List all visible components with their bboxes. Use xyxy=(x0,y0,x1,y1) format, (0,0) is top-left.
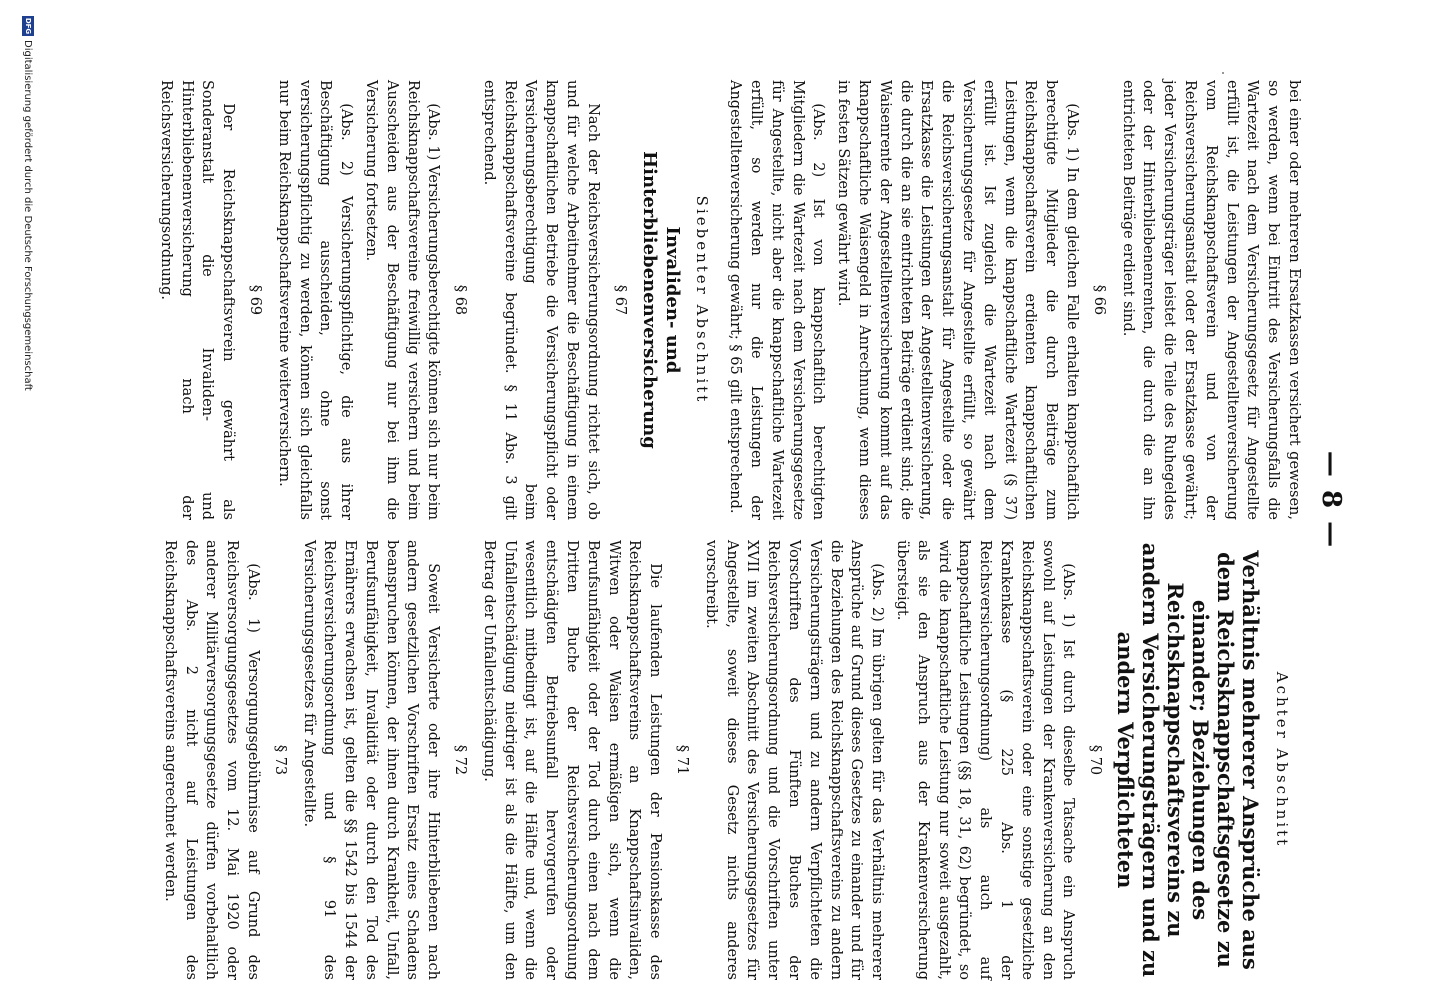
paragraph: Nach der Reichsversicherungsordnung richtet sich, ob und für welche Arbeitnehmer die Beschäftigung in einem knappschaftlichen Betriebe die Versicherungspflicht oder Versicherungsberechtigung beim Reichsknappschaftsvereine begründet. § 11 Abs. 3 gilt entsprechend. xyxy=(480,80,601,520)
scan-speck xyxy=(1222,72,1224,74)
section-number: § 71 xyxy=(674,744,691,776)
paragraph: Soweit Versicherte oder ihre Hinterbliebenen nach andern gesetzlichen Vorschriften Ersatz eines Schadens beanspruchen können, der ihnen durch Krankheit, Unfall, Berufsunfähigkeit, Invalidität oder durch den Tod des Ernährers erwachsen ist, gelten die §§ 1542 bis 1544 der Reichsversicherungsordnung und § 91 des Versicherungsgesetzes für Angestellte. xyxy=(300,540,442,980)
section-number: § 70 xyxy=(1087,744,1104,776)
paragraph: bei einer oder mehreren Ersatzkassen versichert gewesen, so werden, wenn bei Eintritt des Versicherungsfalls die Wartezeit nach dem Versicherungsgesetz für Angestellte erfüllt ist, die Leistungen der Angestelltenversicherung vom Reichsknappschaftsverein und von der Reichsversicherungsanstalt oder der Ersatzkasse gewährt; jeder Versicherungsträger leistet die Teile des Ruhegeldes oder der Hinterbliebenenrenten, die durch die an ihn entrichteten Beiträge erdient sind. xyxy=(1119,80,1302,520)
dfg-logo-icon: DFG xyxy=(24,17,32,35)
credit-text: Digitalisierung gefördert durch die Deutsche Forschungsgemeinschaft xyxy=(22,40,34,391)
section-number: § 72 xyxy=(452,744,469,776)
section-number: § 67 xyxy=(611,284,628,316)
chapter-label: Siebenter Abschnitt xyxy=(693,195,712,405)
section-number: § 69 xyxy=(246,284,263,316)
chapter-heading: Verhältnis mehrerer Ansprüche aus dem Reichsknappschaftsgesetze zu einander; Beziehungen des Reichsknappschaftsvereins zu andern Versicherungsträgern und zu andern Verpflichteten xyxy=(1113,542,1264,978)
paragraph: Die laufenden Leistungen der Pensionskasse des Reichsknappschaftsvereins an Knappschaftsinvaliden, Witwen oder Waisen ermäßigen sich, wenn die Berufsunfähigkeit oder der Tod durch einen nach dem Dritten Buche der Reichsversicherungsordnung entschädigten Betriebsunfall hervorgerufen oder wesentlich mitbedingt ist, auf die Hälfte und, wenn die Unfallentschädigung niedriger ist als die Hälfte, um den Betrag der Unfallentschädigung. xyxy=(480,540,664,980)
paragraph: (Abs. 2) Im übrigen gelten für das Verhältnis mehrerer Ansprüche auf Grund dieses Gesetzes zu einander und für die Beziehungen des Reichsknappschaftsvereins zu andern Versicherungsträgern und zu andern Verpflichteten die Vorschriften des Fünften Buches der Reichsversicherungsordnung und die Vorschriften unter XVII im zweiten Abschnitt des Versicherungsgesetzes für Angestellte, soweit dieses Gesetz nichts anderes vorschreibt. xyxy=(702,540,886,980)
paragraph: (Abs. 1) Versicherungsberechtigte können sich nur beim Reichsknappschaftsvereine freiwillig versichern und beim Ausscheiden aus der Beschäftigung nur bei ihm die Versicherung fortsetzen. xyxy=(362,80,442,520)
section-number: § 68 xyxy=(452,284,469,316)
paragraph: (Abs. 2) Versicherungspflichtige, die aus ihrer Beschäftigung ausscheiden, ohne sonst versicherungspflichtig zu werden, können sich gleichfalls nur beim Reichsknappschaftsvereine weiterversichern. xyxy=(275,80,355,520)
chapter-label: Achter Abschnitt xyxy=(1273,671,1291,849)
page-number: — 8 — xyxy=(1316,450,1346,550)
paragraph: Der Reichsknappschaftsverein gewährt als Sonderanstalt die Invaliden- und Hinterbliebenenversicherung nach der Reichsversicherungsordnung. xyxy=(157,80,237,520)
paragraph: (Abs. 2) Ist von knappschaftlich berechtigten Mitgliedern die Wartezeit nach dem Versicherungsgesetze für Angestellte, nicht aber die knappschaftliche Wartezeit erfüllt, so werden nur die Leistungen der Angestelltenversicherung gewährt; § 65 gilt entsprechend. xyxy=(727,80,827,520)
paragraph: (Abs. 1) Ist durch dieselbe Tatsache ein Anspruch sowohl auf Leistungen der Krankenversicherung an den Reichsknappschaftsverein oder eine sonstige gesetzliche Krankenkasse (§ 225 Abs. 1 der Reichsversicherungsordnung) als auch auf knappschaftliche Leistungen (§§ 18, 31, 62) begründet, so wird die knappschaftliche Leistung nur soweit ausgezahlt, als sie den Anspruch aus der Krankenversicherung übersteigt. xyxy=(894,540,1077,980)
paragraph: (Abs. 1) Versorgungsgebührnisse auf Grund des Reichsversorgungsgesetzes vom 12. Mai 1920 oder anderer Militärversorgungsgesetze dürfen vorbehaltlich des Abs. 2 nicht auf Leistungen des Reichsknappschaftsvereins angerechnet werden. xyxy=(161,540,261,980)
paragraph: (Abs. 1) In dem gleichen Falle erhalten knappschaftlich berechtigte Mitglieder die durch Beiträge zum Reichsknappschaftsverein erdienten knappschaftlichen Leistungen, wenn die knappschaftliche Wartezeit (§ 37) erfüllt ist. Ist zugleich die Wartezeit nach dem Versicherungsgesetze für Angestellte erfüllt, so gewährt die Reichsversicherungsanstalt für Angestellte oder die Ersatzkasse die Leistungen der Angestelltenversicherung, die durch die an sie entrichteten Beiträge erdient sind; die Waisenrente der Angestelltenversicherung kommt auf das knappschaftliche Waisengeld in Anrechnung, wenn dieses in festen Sätzen gewährt wird. xyxy=(835,80,1081,520)
digitization-credit xyxy=(22,16,34,916)
section-number: § 73 xyxy=(271,744,288,776)
left-column xyxy=(151,80,1304,520)
right-column xyxy=(155,540,1304,980)
section-number: § 66 xyxy=(1090,284,1107,316)
chapter-heading: Invaliden- und Hinterbliebenenversicherung xyxy=(638,151,683,449)
